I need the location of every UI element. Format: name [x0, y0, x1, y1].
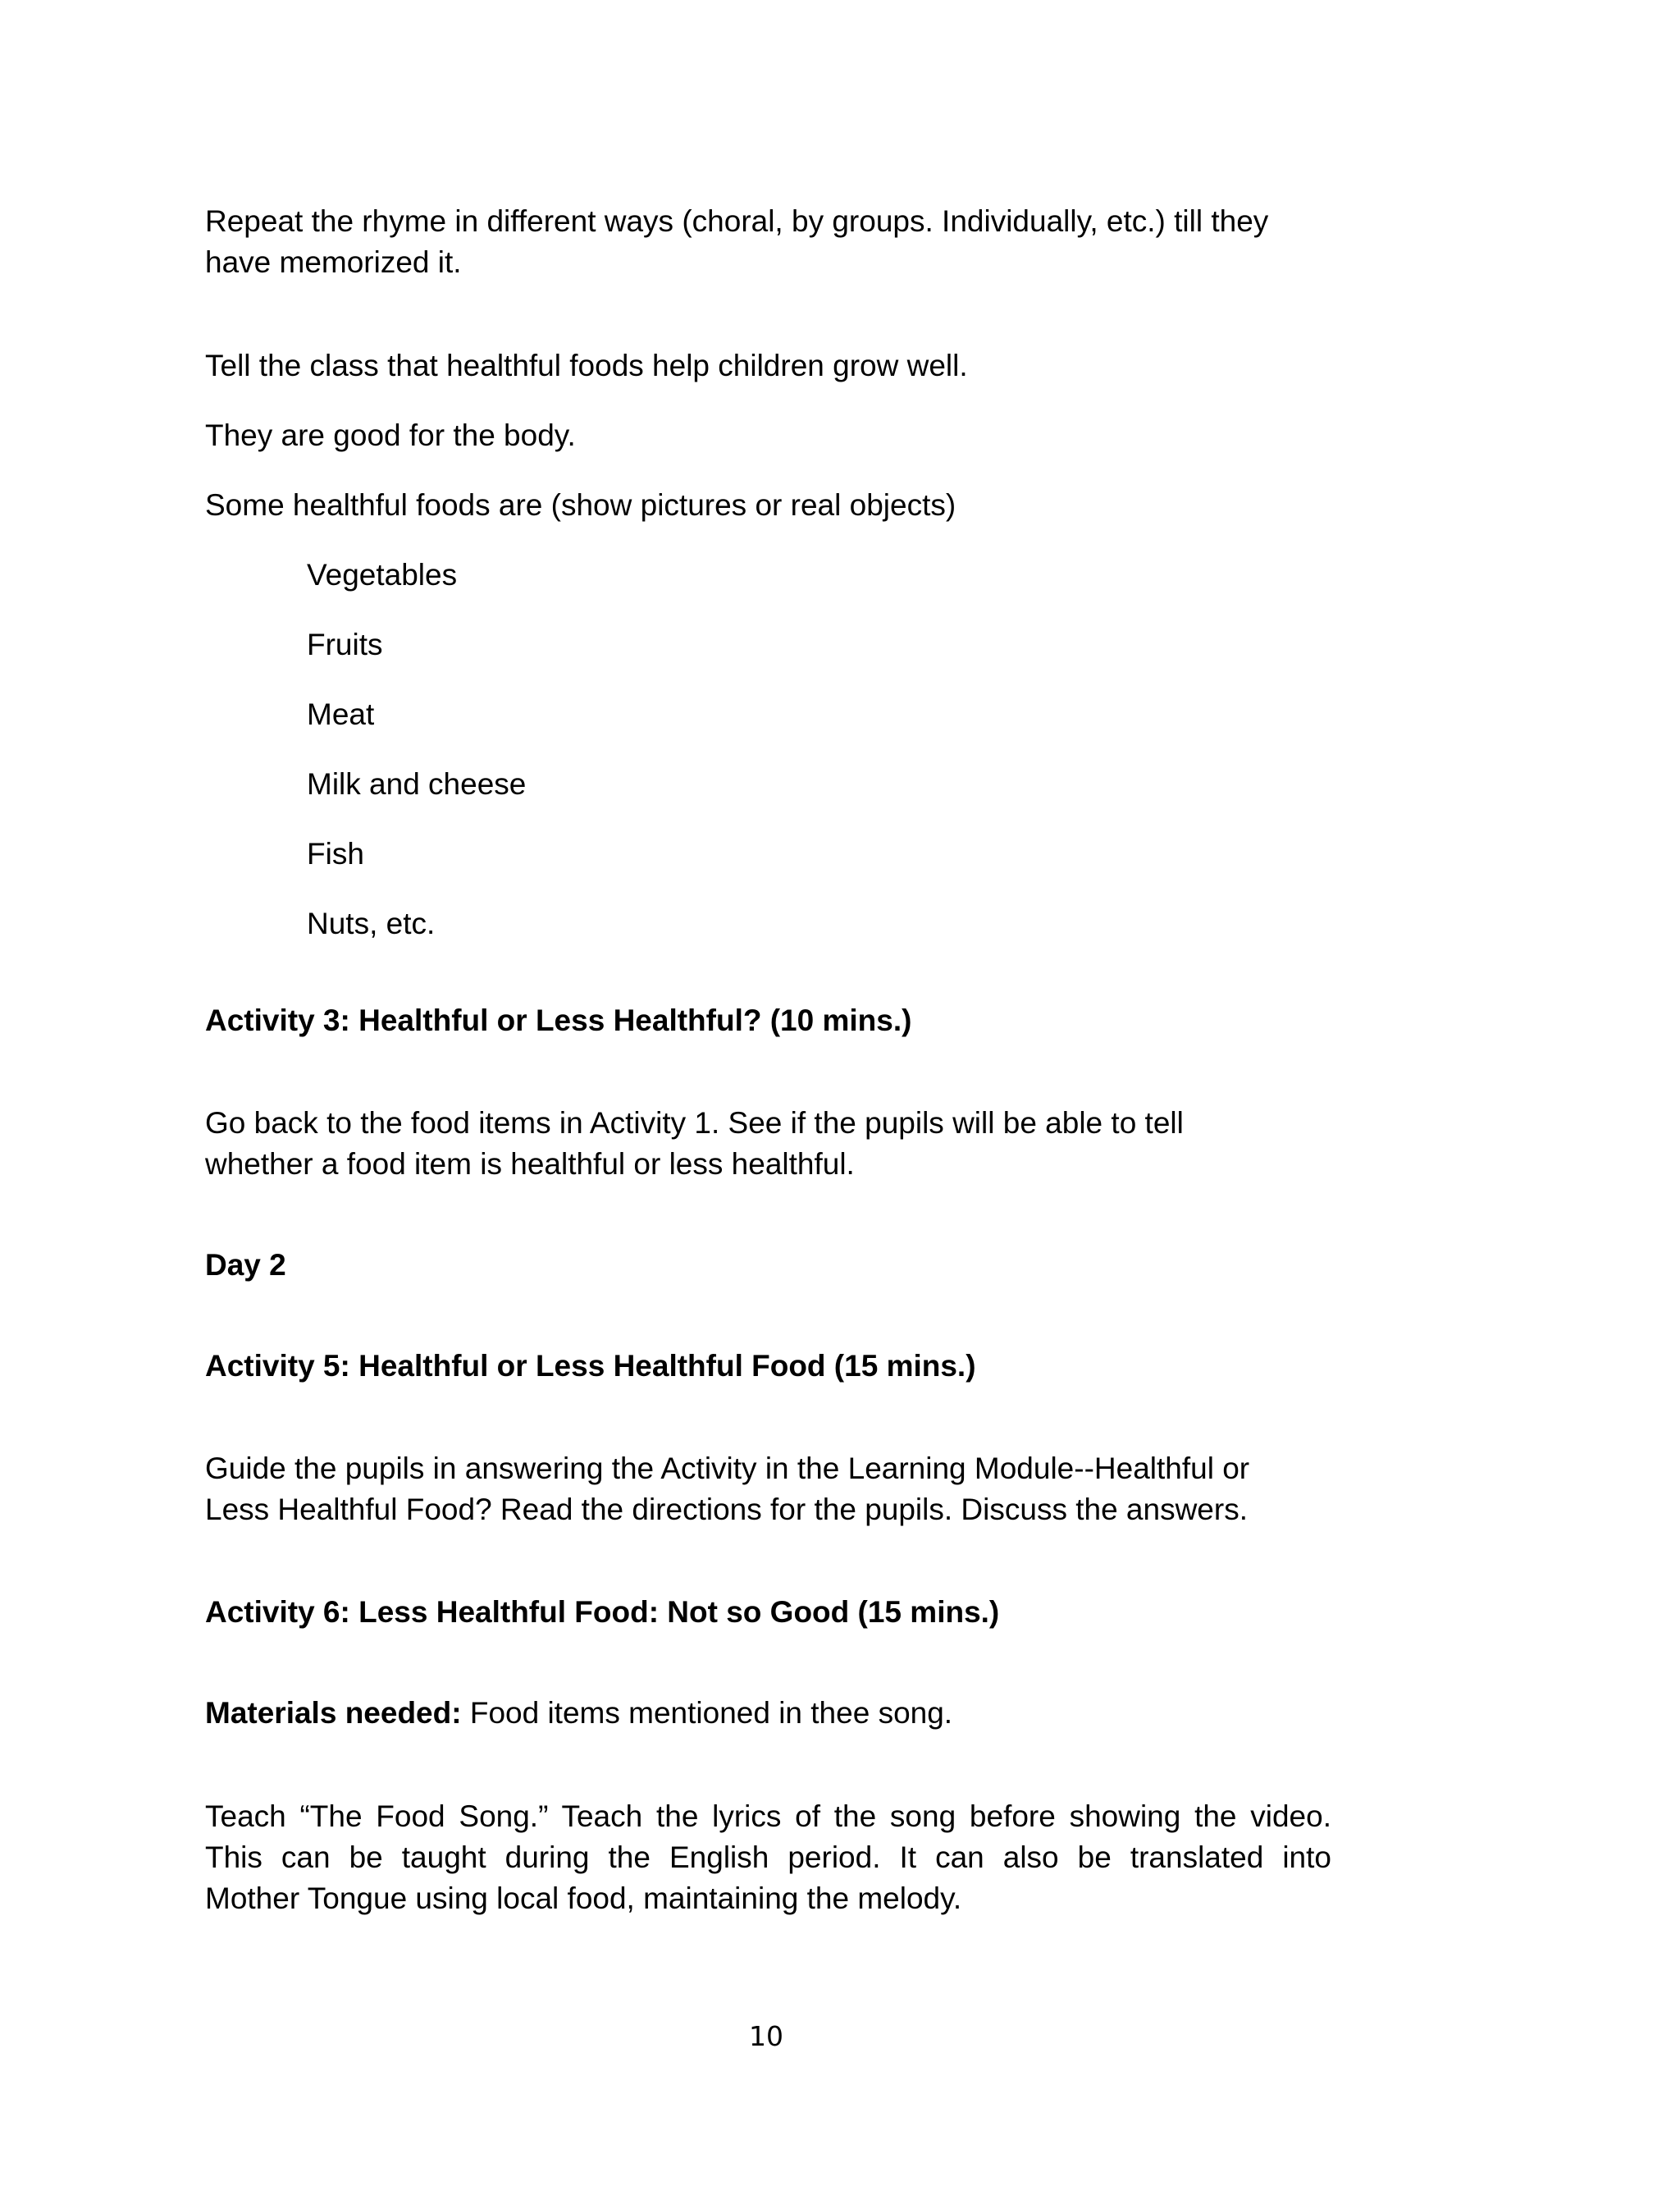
materials-needed-label: Materials needed:: [205, 1696, 462, 1730]
food-list-item-nuts: Nuts, etc.: [307, 907, 436, 940]
food-list-item-milk-cheese: Milk and cheese: [307, 767, 527, 801]
activity-6-body-line-1: Teach “The Food Song.” Teach the lyrics of the song before showing the video.: [205, 1799, 1331, 1833]
activity-3-heading: Activity 3: Healthful or Less Healthful? (10 mins.): [205, 1004, 912, 1037]
activity-5-heading: Activity 5: Healthful or Less Healthful Food (15 mins.): [205, 1349, 976, 1383]
materials-needed: [205, 1693, 952, 1734]
food-list-item-meat: Meat: [307, 697, 375, 731]
paragraph-repeat-rhyme-line-2: have memorized it.: [205, 245, 462, 279]
activity-6-heading: Activity 6: Less Healthful Food: Not so Good (15 mins.): [205, 1595, 1000, 1629]
activity-3-body-line-1: Go back to the food items in Activity 1. See if the pupils will be able to tell: [205, 1106, 1184, 1140]
activity-5-body-line-1: Guide the pupils in answering the Activity in the Learning Module--Healthful or: [205, 1452, 1250, 1485]
materials-needed-text: Food items mentioned in thee song.: [461, 1696, 953, 1730]
page-number: 10: [749, 2020, 783, 2052]
food-list-item-fish: Fish: [307, 837, 364, 871]
activity-6-body-line-3: Mother Tongue using local food, maintaining the melody.: [205, 1881, 962, 1915]
activity-6-body-line-2: This can be taught during the English period. It can also be translated into: [205, 1840, 1331, 1874]
activity-3-body-line-2: whether a food item is healthful or less healthful.: [205, 1147, 855, 1181]
paragraph-repeat-rhyme-line-1: Repeat the rhyme in different ways (choral, by groups. Individually, etc.) till they: [205, 204, 1269, 238]
paragraph-good-for-body: They are good for the body.: [205, 418, 576, 452]
day-2-heading: Day 2: [205, 1248, 286, 1282]
food-list-item-vegetables: Vegetables: [307, 558, 458, 592]
paragraph-tell-class: Tell the class that healthful foods help children grow well.: [205, 349, 968, 382]
activity-5-body-line-2: Less Healthful Food? Read the directions for the pupils. Discuss the answers.: [205, 1493, 1248, 1526]
food-list-item-fruits: Fruits: [307, 628, 383, 661]
paragraph-some-foods: Some healthful foods are (show pictures or real objects): [205, 488, 956, 522]
